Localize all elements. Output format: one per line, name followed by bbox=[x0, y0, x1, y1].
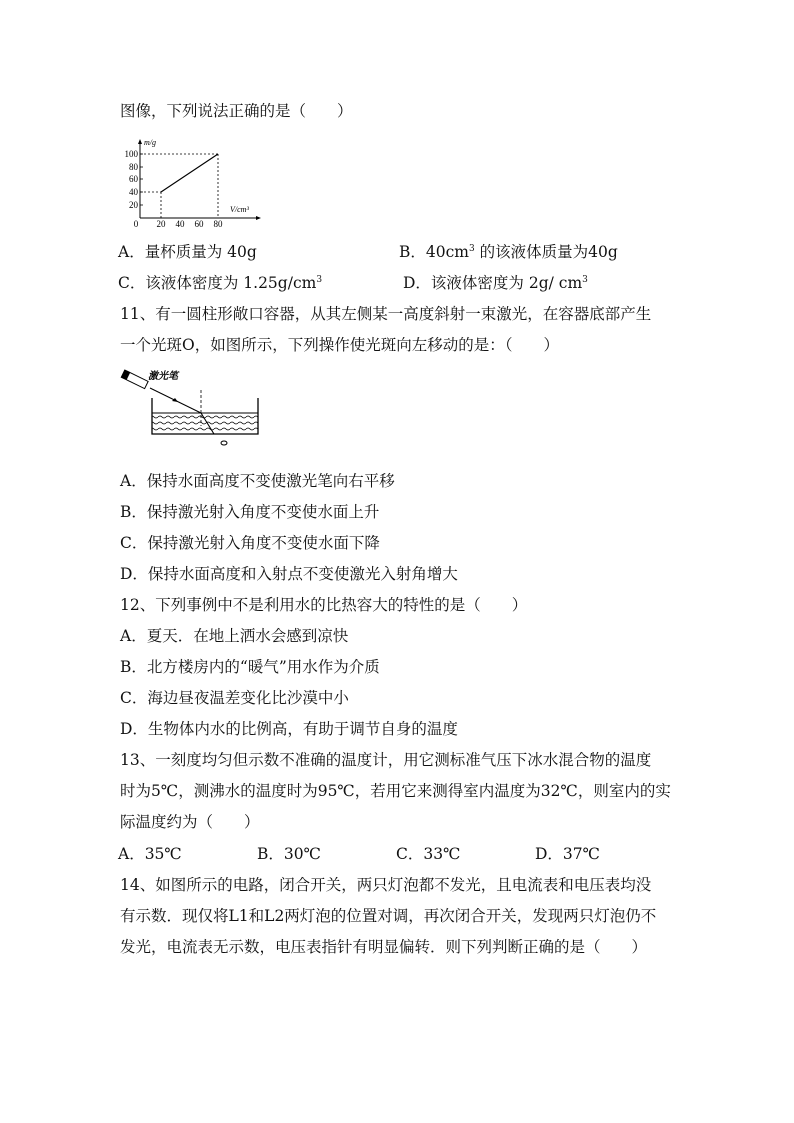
x-tick: 40 bbox=[175, 219, 185, 228]
q14-stem-line2: 有示数．现仅将L1和L2两灯泡的位置对调，再次闭合开关，发现两只灯泡仍不 bbox=[120, 907, 657, 925]
q12-option-c: C．海边昼夜温差变化比沙漠中小 bbox=[120, 689, 349, 707]
q10-option-a: A．量杯质量为 40g bbox=[118, 243, 257, 261]
y-tick: 60 bbox=[129, 174, 138, 184]
light-spot bbox=[221, 441, 227, 445]
graph-line bbox=[161, 154, 218, 192]
q11-option-a: A．保持水面高度不变使激光笔向右平移 bbox=[120, 472, 395, 490]
x-tick: 60 bbox=[194, 219, 204, 228]
q13-stem-line2: 时为5℃，测沸水的温度时为95℃，若用它来测得室内温度为32℃，则室内的实 bbox=[120, 782, 671, 800]
q11-stem-line1: 11、有一圆柱形敞口容器，从其左侧某一高度斜射一束激光，在容器底部产生 bbox=[120, 305, 652, 323]
q10-option-d: D．该液体密度为 2g/ $cm^3$ bbox=[403, 274, 588, 292]
q13-stem-line1: 13、一刻度均匀但示数不准确的温度计，用它测标准气压下冰水混合物的温度 bbox=[120, 751, 652, 769]
q13-option-a: A．35℃ bbox=[118, 845, 182, 863]
y-tick: 20 bbox=[129, 200, 138, 210]
q13-option-d: D．37℃ bbox=[535, 845, 600, 863]
q10-stem-tail: 图像，下列说法正确的是（ ） bbox=[120, 102, 353, 120]
q11-option-d: D．保持水面高度和入射点不变使激光入射角增大 bbox=[120, 565, 458, 583]
laser-container-figure bbox=[118, 366, 264, 450]
q12-option-a: A．夏天．在地上洒水会感到凉快 bbox=[120, 627, 349, 645]
q14-stem-line1: 14、如图所示的电路，闭合开关，两只灯泡都不发光，且电流表和电压表均没 bbox=[120, 876, 652, 894]
q13-stem-line3: 际温度约为（ ） bbox=[120, 813, 260, 831]
mass-volume-graph bbox=[118, 136, 268, 228]
q11-option-c: C．保持激光射入角度不变使水面下降 bbox=[120, 534, 380, 552]
y-tick: 40 bbox=[129, 187, 138, 197]
q12-option-b: B．北方楼房内的“暖气”用水作为介质 bbox=[120, 658, 380, 676]
graph-x-label: V/cm³ bbox=[230, 205, 249, 214]
x-tick: 20 bbox=[156, 219, 166, 228]
q11-option-b: B．保持激光射入角度不变使水面上升 bbox=[120, 503, 380, 521]
x-tick: 0 bbox=[133, 219, 139, 228]
q12-option-d: D．生物体内水的比例高，有助于调节自身的温度 bbox=[120, 720, 458, 738]
y-tick: 80 bbox=[129, 162, 138, 172]
q13-option-c: C．33℃ bbox=[396, 845, 461, 863]
x-tick: 80 bbox=[213, 219, 223, 228]
y-tick: 100 bbox=[124, 149, 138, 159]
q11-stem-line2: 一个光斑O，如图所示，下列操作使光斑向左移动的是：（ ） bbox=[120, 336, 559, 354]
q12-stem: 12、下列事例中不是利用水的比热容大的特性的是（ ） bbox=[120, 596, 528, 614]
laser-pen-label: 激光笔 bbox=[148, 371, 178, 382]
q10-option-b: B．$40cm^3$ 的该液体质量为40g bbox=[399, 243, 618, 261]
q13-option-b: B．30℃ bbox=[257, 845, 321, 863]
q10-option-c: C．该液体密度为 $1.25g/cm^3$ bbox=[118, 274, 323, 292]
q14-stem-line3: 发光，电流表无示数，电压表指针有明显偏转．则下列判断正确的是（ ） bbox=[120, 938, 648, 956]
graph-y-label: m/g bbox=[144, 138, 156, 147]
